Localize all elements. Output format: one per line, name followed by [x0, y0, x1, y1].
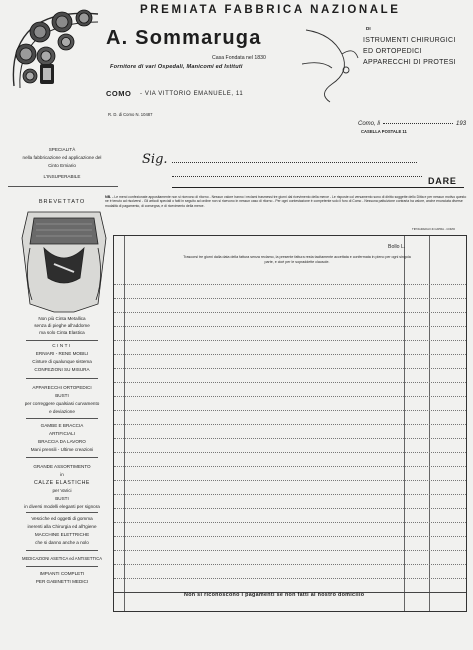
cinture-text: Cinture di qualunque sistema — [32, 359, 92, 364]
sidebar-rule — [26, 418, 98, 419]
ledger-row[interactable] — [114, 564, 466, 565]
headline: PREMIATA FABBRICA NAZIONALE — [140, 4, 401, 16]
gambe-heading: GAMBE E BRACCIA — [40, 423, 84, 428]
calze-heading: CALZE ELASTICHE — [34, 480, 90, 486]
product-di: DI — [366, 26, 371, 31]
acceptance-terms: Trascorsi tre giorni dalla data della fattura senza reclamo, la presente fattura resta tacitamente accettata e confermata in pieno per ogni singola parte, e cioè per le sopraddette clausole. — [183, 255, 411, 264]
product-line-3: APPARECCHI DI PROTESI — [363, 59, 456, 66]
supplier-line: Fornitore di vari Ospedali, Manicomi ed Istituti — [110, 64, 243, 70]
ledger-table — [113, 235, 467, 612]
grande-heading: GRANDE ASSORTIMENTO — [33, 464, 91, 469]
street-address: - VIA VITTORIO EMANUELE, 11 — [140, 91, 244, 97]
uso-text: che si danno anche a nolo — [35, 540, 89, 545]
ledger-row[interactable] — [114, 382, 466, 383]
year-suffix: 193 — [456, 121, 467, 127]
senza-pieghe-text: senza di pieghe all'addome — [34, 323, 90, 328]
ledger-row[interactable] — [114, 536, 466, 537]
inerenti-text: inerenti alla Chirurgia ed all'Igiene — [27, 524, 97, 529]
ledger-row[interactable] — [114, 368, 466, 369]
ernie-text: ERNIARI - RENE MOBILI — [35, 351, 89, 356]
in-text: in — [60, 472, 64, 477]
ledger-row[interactable] — [114, 340, 466, 341]
busti-heading-1: BUSTI — [55, 393, 69, 398]
insuperabile-title: L'INSUPERABILE — [43, 174, 81, 179]
date-prefix: Como, li — [358, 121, 381, 127]
brevettato-label: BREVETTATO — [38, 199, 86, 205]
macchine-heading: MACCHINE ELETTRICHE — [34, 532, 90, 537]
diversi-text: in diversi modelli eleganti per signora — [24, 504, 100, 509]
bollo-label: Bollo L. — [388, 244, 406, 250]
ornament-flourish — [302, 24, 360, 104]
ledger-row[interactable] — [114, 326, 466, 327]
artificiali-text: ARTIFICIALI — [49, 431, 75, 436]
sidebar-rule — [26, 566, 98, 567]
registry-number: R. D. di Como N. 10487 — [108, 112, 153, 117]
sidebar-rule — [8, 186, 118, 187]
ledger-row[interactable] — [114, 494, 466, 495]
cinti-heading: CINTI — [52, 343, 72, 348]
dare-label: DARE — [428, 176, 457, 186]
cinto-heading: Cinto Erniario — [48, 163, 76, 168]
medals-emblem — [10, 8, 100, 90]
ledger-row[interactable] — [114, 550, 466, 551]
specialita-heading: SPECIALITÀ — [48, 147, 76, 152]
ledger-row[interactable] — [114, 424, 466, 425]
ledger-row[interactable] — [114, 578, 466, 579]
mani-text: Mani prensili - Ultime creazioni — [30, 447, 94, 452]
ledger-row[interactable] — [114, 298, 466, 299]
conditions-note — [105, 195, 467, 208]
ledger-row[interactable] — [114, 396, 466, 397]
addressee-label: Sig. — [142, 152, 168, 167]
ledger-row[interactable] — [114, 410, 466, 411]
sidebar-rule — [26, 378, 98, 379]
payment-footer: Non si riconoscono i pagamenti se non fatti al nostro domicilio — [184, 592, 365, 598]
printer-credit: TIPOGRAFIA F.lli CAPRA - COMO — [412, 227, 456, 231]
non-piu-text: Non più Cinta Metallica — [38, 316, 86, 321]
ledger-row[interactable] — [114, 452, 466, 453]
date-line — [358, 121, 466, 127]
hernia-belt-illustration — [14, 208, 114, 314]
medicazioni-text: MEDICAZIONI ASETICA ed ANTISETTICA — [21, 556, 103, 561]
apparecchi-heading: APPARECCHI ORTOPEDICI — [32, 385, 92, 390]
sidebar-rule — [26, 512, 98, 513]
busti-heading-2: BUSTI — [55, 496, 69, 501]
impianti-text: IMPIANTI COMPLETI — [39, 571, 85, 576]
sidebar-rule — [26, 457, 98, 458]
ledger-row[interactable] — [114, 522, 466, 523]
note-lead: NB. - — [105, 195, 114, 199]
addressee-line-1[interactable] — [172, 162, 417, 163]
date-field[interactable] — [383, 123, 453, 124]
product-line-1: ISTRUMENTI CHIRURGICI — [363, 37, 456, 44]
dare-rule — [172, 187, 464, 188]
ledger-row[interactable] — [114, 438, 466, 439]
ledger-row[interactable] — [114, 312, 466, 313]
deviazione-text: e deviazione — [49, 409, 75, 414]
note-text: Le merci confezionate appositamente non si ricevono di ritorno - Nessun valore hanno i reclami trasmessi tre giorni dal ricevimento della merce - Le risposte col versamento sono di diritto soggette dello Ditta e per nessun motivo questo ne è tenuto ad risolversi - Gli articoli speciali o fatti in seguito ad ordine non si ricevono in nessun caso di ritorno - Per ogni contestazione è competente solo il foro di Como - Nessuna pattuizione contraria ha valore, anche enunciata diverse modalità di pagamento, di consegna, e di ricevimento della merce. — [105, 195, 467, 208]
founded-note: Casa Fondata nel 1830 — [212, 55, 266, 61]
fabbricazione-text: nella fabbricazione ed applicazione del — [22, 155, 102, 160]
ledger-row[interactable] — [114, 284, 466, 285]
ledger-row[interactable] — [114, 508, 466, 509]
vesciche-text: Vesciche ed oggetti di gomma — [31, 516, 93, 521]
ledger-row[interactable] — [114, 354, 466, 355]
braccia-text: BRACCIA DA LAVORO — [38, 439, 86, 444]
brand-name: A. Sommaruga — [106, 27, 262, 49]
per-varici-text: per Varici — [52, 488, 72, 493]
ma-solo-text: ma solo Cinta Elastica — [39, 330, 85, 335]
ledger-row[interactable] — [114, 466, 466, 467]
ledger-row[interactable] — [114, 480, 466, 481]
gabinetti-text: PER GABINETTI MEDICI — [35, 579, 89, 584]
postal-box: CASELLA POSTALE 11 — [361, 129, 407, 134]
product-line-2: ED ORTOPEDICI — [363, 48, 422, 55]
city: COMO — [106, 89, 132, 98]
sidebar-rule — [26, 340, 98, 341]
confezioni-text: CONFEZIONI SU MISURA — [34, 367, 90, 372]
addressee-line-2[interactable] — [172, 176, 422, 177]
sidebar-rule — [26, 550, 98, 551]
correggere-text: per correggere qualsiasi curvamento — [24, 401, 100, 406]
